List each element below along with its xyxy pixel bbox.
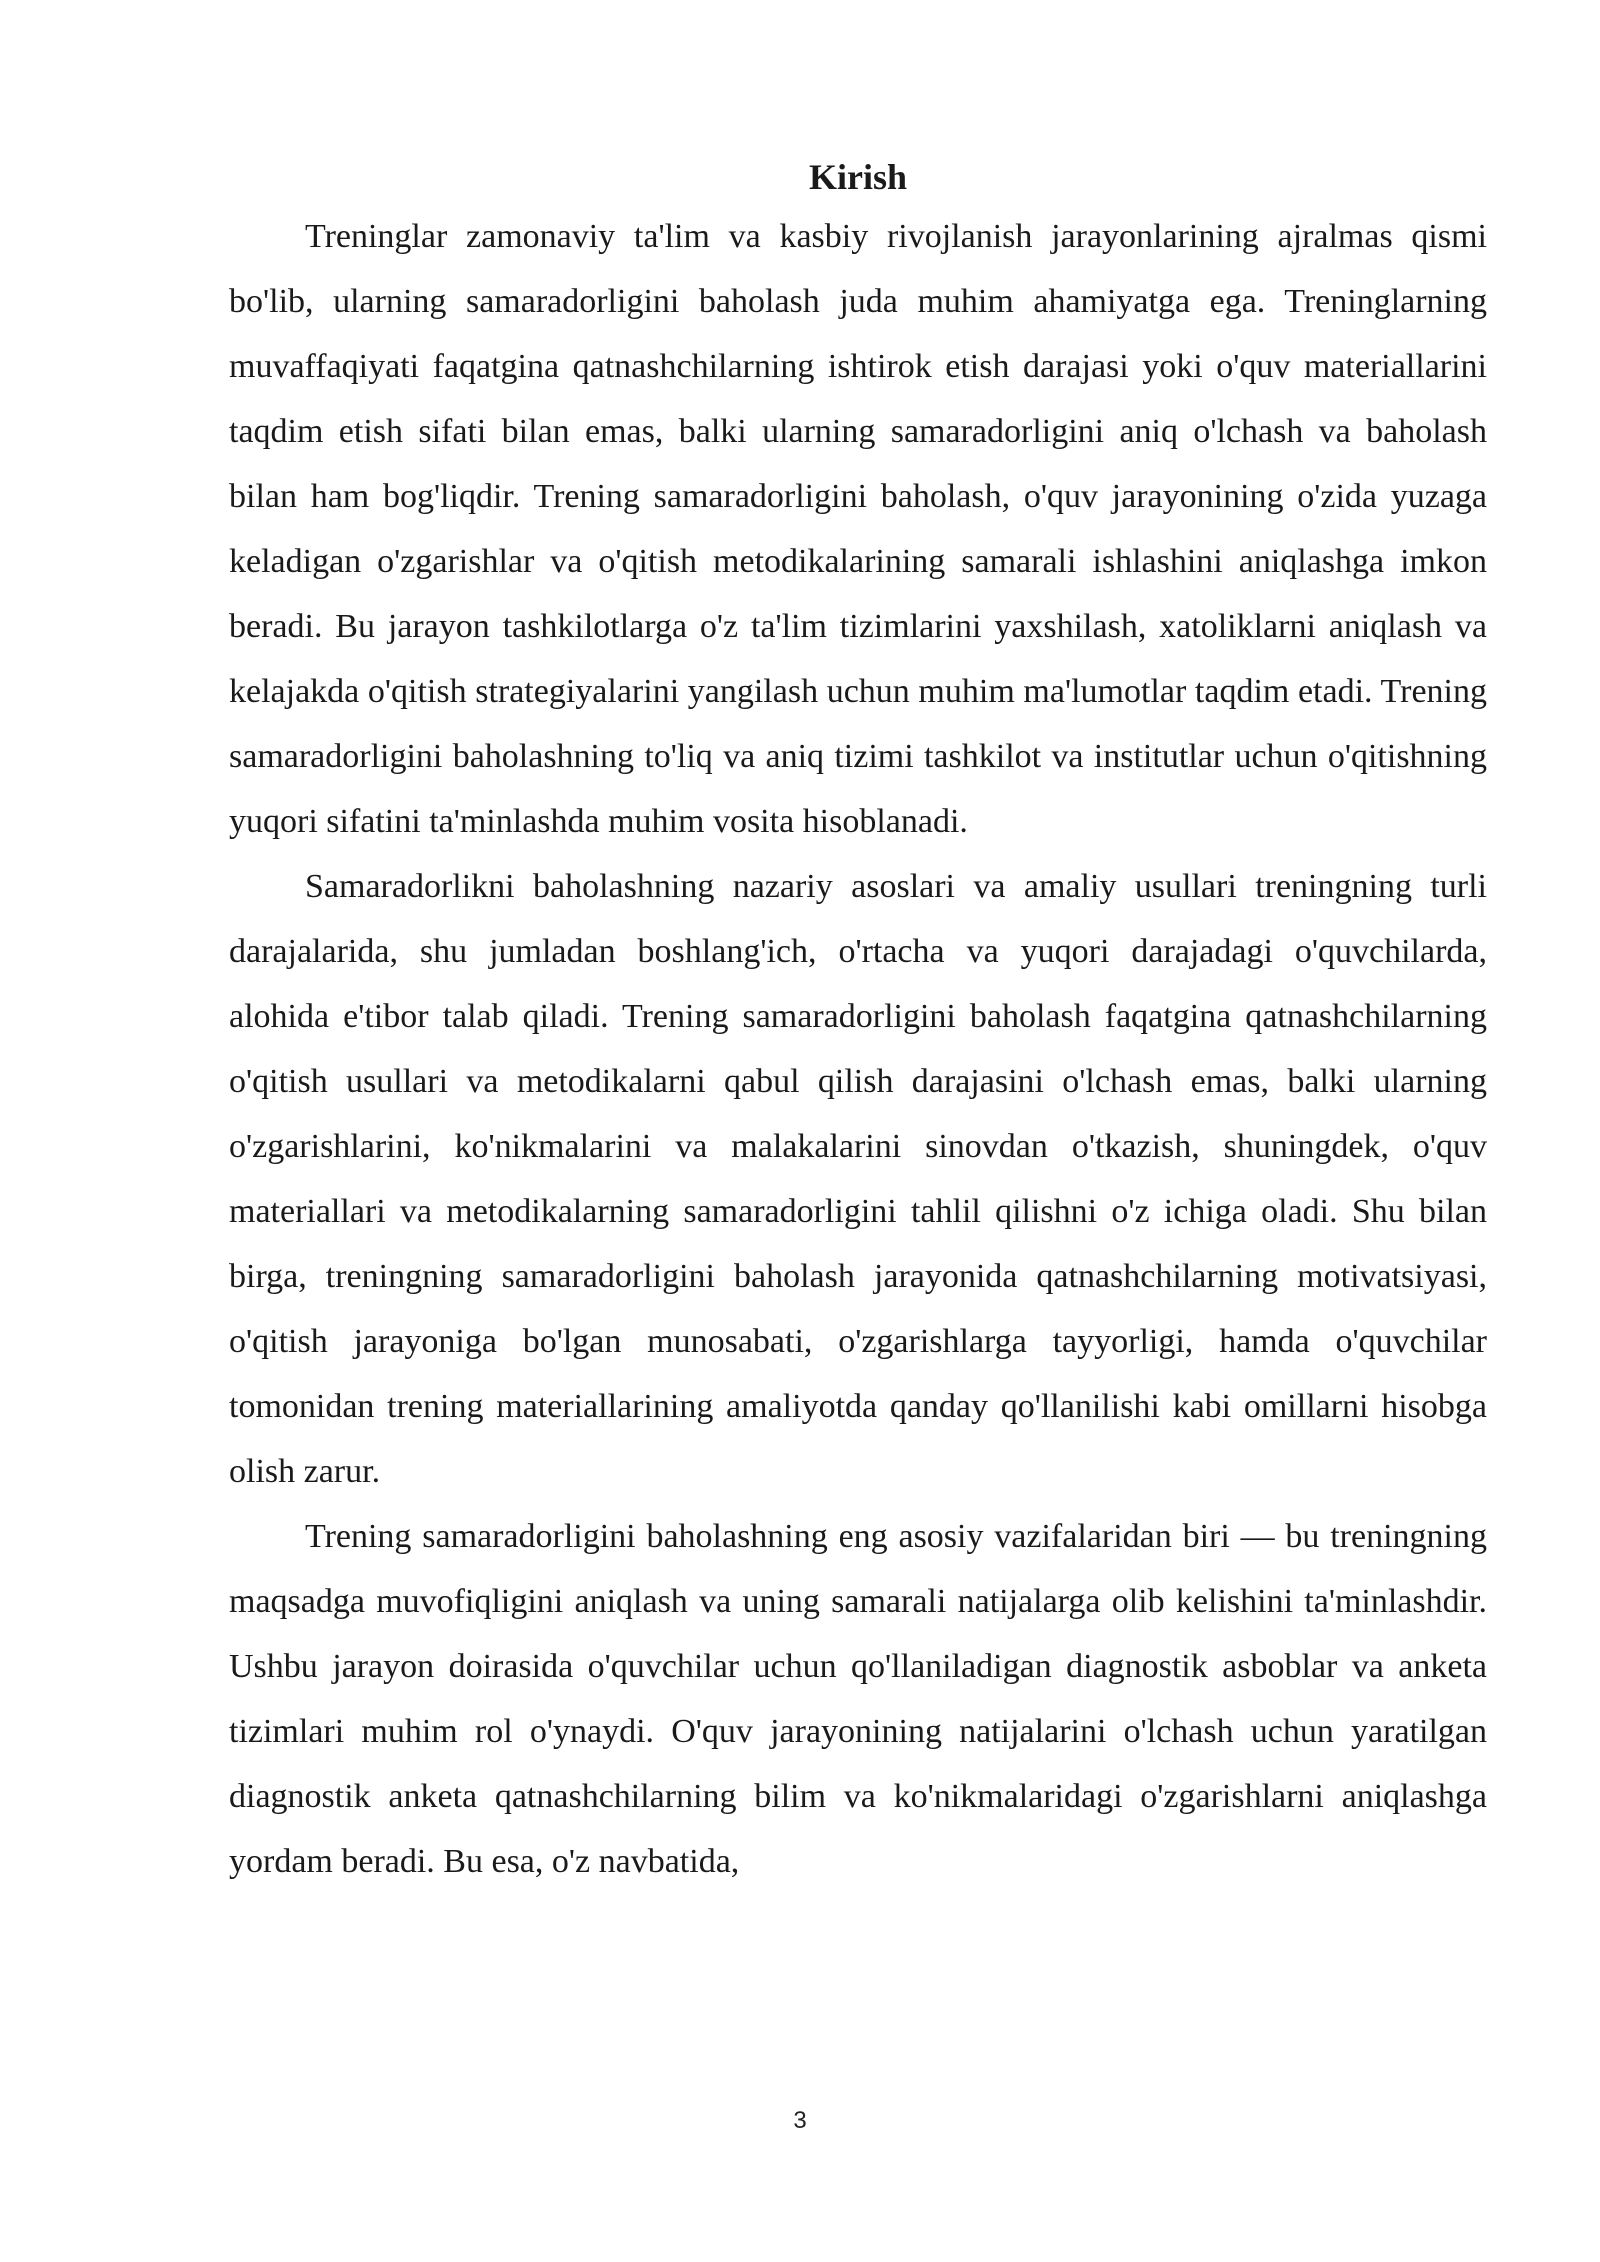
paragraph: Samaradorlikni baholashning nazariy asoslari va amaliy usullari treningning turli darajalarida, shu jumladan boshlang'ich, o'rtacha va yuqori darajadagi o'quvchilarda, alohida e'tibor talab qiladi. Trening samaradorligini baholash faqatgina qatnashchilarning o'qitish usullari va metodikalarni qabul qilish darajasini o'lchash emas, balki ularning o'zgarishlarini, ko'nikmalarini va malakalarini sinovdan o'tkazish, shuningdek, o'quv materiallari va metodikalarning samaradorligini tahlil qilishni o'z ichiga oladi. Shu bilan birga, treningning samaradorligini baholash jarayonida qatnashchilarning motivatsiyasi, o'qitish jarayoniga bo'lgan munosabati, o'zgarishlarga tayyorligi, hamda o'quvchilar tomonidan trening materiallarining amaliyotda qanday qo'llanilishi kabi omillarni hisobga olish zarur.: [229, 868, 1487, 1490]
page-number: 3: [793, 2107, 807, 2134]
paragraph: Treninglar zamonaviy ta'lim va kasbiy rivojlanish jarayonlarining ajralmas qismi bo'lib, ularning samaradorligini baholash juda muhim ahamiyatga ega. Treninglarning muvaffaqiyati faqatgina qatnashchilarning ishtirok etish darajasi yoki o'quv materiallarini taqdim etish sifati bilan emas, balki ularning samaradorligini aniq o'lchash va baholash bilan ham bog'liqdir. Trening samaradorligini baholash, o'quv jarayonining o'zida yuzaga keladigan o'zgarishlar va o'qitish metodikalarining samarali ishlashini aniqlashga imkon beradi. Bu jarayon tashkilotlarga o'z ta'lim tizimlarini yaxshilash, xatoliklarni aniqlash va kelajakda o'qitish strategiyalarini yangilash uchun muhim ma'lumotlar taqdim etadi. Trening samaradorligini baholashning to'liq va aniq tizimi tashkilot va institutlar uchun o'qitishning yuqori sifatini ta'minlashda muhim vosita hisoblanadi.: [229, 218, 1487, 840]
section-title: Kirish: [808, 157, 907, 197]
page-content: [229, 152, 1487, 1894]
paragraph: Trening samaradorligini baholashning eng asosiy vazifalaridan biri — bu treningning maqsadga muvofiqligini aniqlash va uning samarali natijalarga olib kelishini ta'minlashdir. Ushbu jarayon doirasida o'quvchilar uchun qo'llaniladigan diagnostik asboblar va anketa tizimlari muhim rol o'ynaydi. O'quv jarayonining natijalarini o'lchash uchun yaratilgan diagnostik anketa qatnashchilarning bilim va ko'nikmalaridagi o'zgarishlarni aniqlashga yordam beradi. Bu esa, o'z navbatida,: [229, 1518, 1487, 1880]
